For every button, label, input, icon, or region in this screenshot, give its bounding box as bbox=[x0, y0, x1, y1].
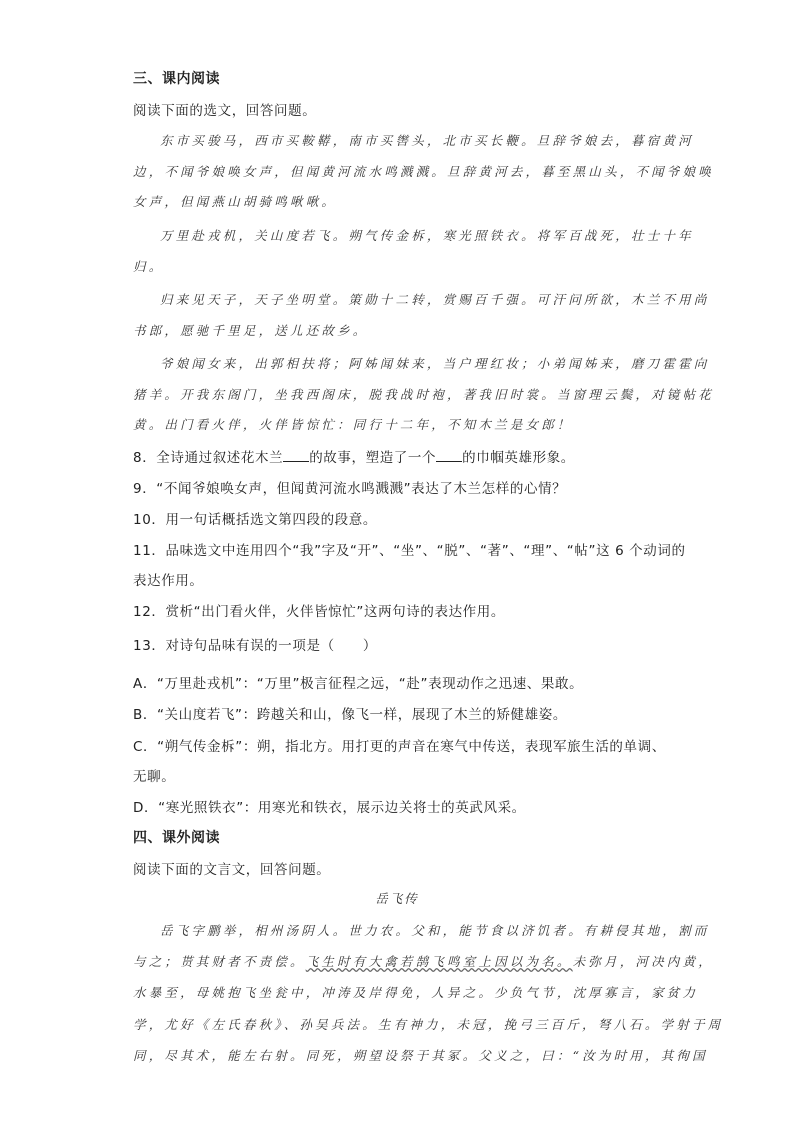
underlined-sentence: 飞生时有大禽若鹄飞鸣室上因以为名。 bbox=[305, 954, 573, 969]
passage-title: 岳飞传 bbox=[375, 891, 419, 906]
poem-line: 女声，但闻燕山胡骑鸣啾啾。 bbox=[133, 194, 338, 209]
poem-line: 爷娘闻女来，出郭相扶将；阿姊闻妹来，当户理红妆；小弟闻姊来，磨刀霍霍向 bbox=[160, 356, 710, 371]
answer-blank[interactable] bbox=[436, 449, 462, 462]
option-a: A．“万里赴戎机”：“万里”极言征程之远，“赴”表现动作之迅速、果敢。 bbox=[133, 676, 584, 692]
section3-heading: 三、课内阅读 bbox=[133, 71, 220, 87]
passage-line: 同，尽其术，能左右射。同死，朔望设祭于其冢。父义之，曰：“汝为时用，其徇国 bbox=[133, 1048, 708, 1063]
option-d: D．“寒光照铁衣”：用寒光和铁衣，展示边关将士的英武风采。 bbox=[133, 800, 526, 816]
poem-line: 书郎，愿驰千里足，送儿还故乡。 bbox=[133, 323, 369, 338]
poem-line: 东市买骏马，西市买鞍鞯，南市买辔头，北市买长鞭。旦辞爷娘去，暮宿黄河 bbox=[160, 133, 694, 148]
question-11-cont: 表达作用。 bbox=[133, 573, 204, 589]
question-12: 12．赏析“出门看火伴，火伴皆惊忙”这两句诗的表达作用。 bbox=[133, 604, 505, 620]
question-13: 13．对诗句品味有误的一项是（ ） bbox=[133, 638, 377, 654]
poem-line: 归。 bbox=[133, 259, 165, 274]
option-c-cont: 无聊。 bbox=[133, 769, 176, 785]
passage-line: 学，尤好《左氏春秋》、孙吴兵法。生有神力，未冠，挽弓三百斤，弩八石。学射于周 bbox=[133, 1017, 724, 1032]
poem-line: 边，不闻爷娘唤女声，但闻黄河流水鸣溅溅。旦辞黄河去，暮至黑山头，不闻爷娘唤 bbox=[133, 164, 714, 179]
option-c: C．“朔气传金柝”：朔，指北方。用打更的声音在寒气中传送，表现军旅生活的单调、 bbox=[133, 739, 666, 755]
poem-line: 猪羊。开我东阁门，坐我西阁床，脱我战时袍，著我旧时裳。当窗理云鬓，对镜帖花 bbox=[133, 387, 714, 402]
option-b: B．“关山度若飞”：跨越关和山，像飞一样，展现了木兰的矫健雄姿。 bbox=[133, 707, 567, 723]
poem-line: 归来见天子，天子坐明堂。策勋十二转，赏赐百千强。可汗问所欲，木兰不用尚 bbox=[160, 292, 710, 307]
section4-heading: 四、课外阅读 bbox=[133, 830, 220, 846]
question-8: 8．全诗通过叙述花木兰 的故事，塑造了一个 的巾帼英雄形象。 bbox=[133, 450, 575, 466]
section3-instruction: 阅读下面的选文，回答问题。 bbox=[133, 103, 317, 119]
answer-blank[interactable] bbox=[283, 449, 309, 462]
question-11: 11．品味选文中连用四个“我”字及“开”、“坐”、“脱”、“著”、“理”、“帖”这 6 个动词的 bbox=[133, 543, 686, 559]
poem-line: 黄。出门看火伴，火伴皆惊忙：同行十二年，不知木兰是女郎！ bbox=[133, 417, 573, 432]
passage-line: 水暴至，母姚抱飞坐瓮中，冲涛及岸得免，人异之。少负气节，沈厚寡言，家贫力 bbox=[133, 985, 699, 1000]
question-9: 9．“不闻爷娘唤女声，但闻黄河流水鸣溅溅”表达了木兰怎样的心情？ bbox=[133, 481, 567, 497]
passage-line: 与之；贳其财者不责偿。飞生时有大禽若鹄飞鸣室上因以为名。未弥月，河决内黄， bbox=[133, 954, 714, 969]
passage-line: 岳飞字鹏举，相州汤阴人。世力农。父和，能节食以济饥者。有耕侵其地，割而 bbox=[160, 923, 710, 938]
question-10: 10．用一句话概括选文第四段的段意。 bbox=[133, 512, 377, 528]
poem-line: 万里赴戎机，关山度若飞。朔气传金柝，寒光照铁衣。将军百战死，壮士十年 bbox=[160, 228, 694, 243]
section4-instruction: 阅读下面的文言文，回答问题。 bbox=[133, 862, 331, 878]
